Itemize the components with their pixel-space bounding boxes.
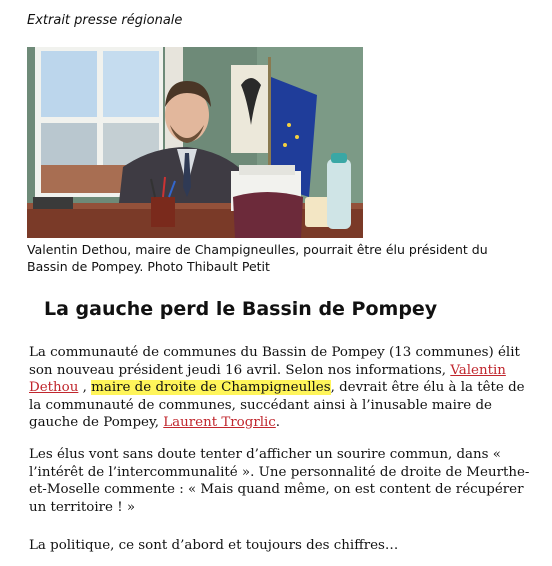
article-headline: La gauche perd le Bassin de Pompey (44, 298, 438, 320)
link-laurent-trogrlic[interactable]: Laurent Trogrlic (163, 415, 276, 430)
kicker: Extrait presse régionale (27, 13, 183, 28)
photo-mayor-in-office (27, 47, 363, 238)
paragraph-1-text-c: , devrait être élu à la tête de la communauté de communes, succédant ainsi à l’inusable maire de gauche de Pompey, (29, 380, 525, 430)
photo-caption: Valentin Dethou, maire de Champigneulles, pourrait être élu président du Bassin de Pompey. Photo Thibault Petit (27, 242, 488, 274)
photo-illustration (27, 47, 363, 238)
paragraph-1-text-a: La communauté de communes du Bassin de Pompey (13 communes) élit son nouveau président jeudi 16 avril. Selon nos informations, (29, 345, 520, 378)
link-valentin-dethou[interactable]: Valentin Dethou (29, 362, 506, 395)
highlight-maire-de-droite: maire de droite de Champigneulles (91, 380, 331, 395)
paragraph-1-text-b: , (78, 380, 92, 395)
paragraph-1-text-d: . (275, 415, 281, 430)
paragraph-1 (29, 344, 539, 432)
paragraph-3: La politique, ce sont d’abord et toujours des chiffres… (29, 538, 399, 553)
paragraph-2: Les élus vont sans doute tenter d’afficher un sourire commun, dans « l’intérêt de l’intercommunalité ». Une personnalité de droite de Meurthe-et-Moselle commente : « Mais quand même, on est content de récupérer un territoire ! » (29, 447, 530, 515)
